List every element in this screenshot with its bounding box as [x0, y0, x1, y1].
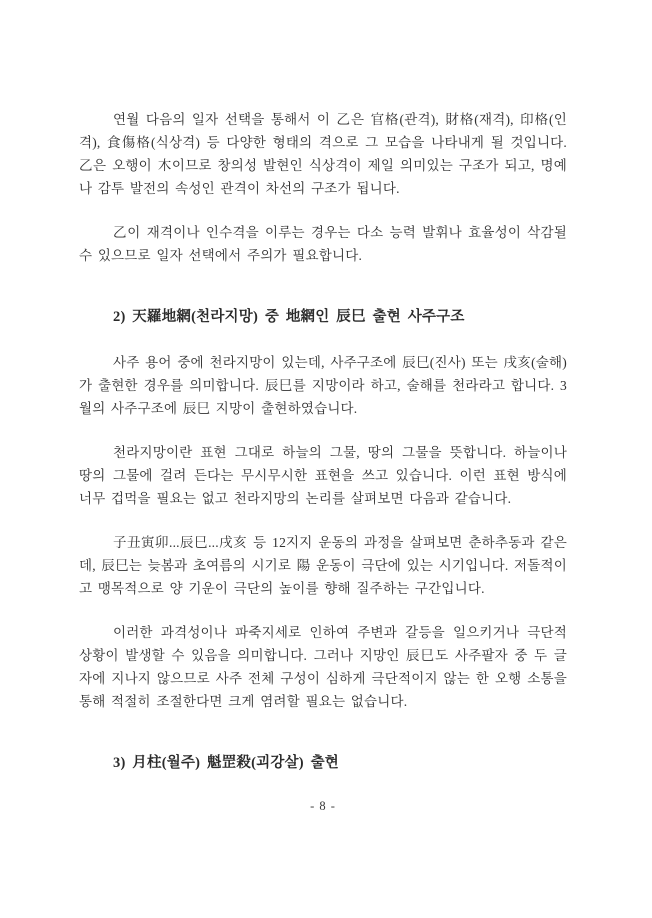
section-heading-3-goegangsal: 3) 月柱(월주) 魁罡殺(괴강살) 출현: [113, 755, 340, 771]
page-number: - 8 -: [310, 799, 336, 813]
section-heading-2-cheonrajimang: 2) 天羅地網(천라지망) 중 地網인 辰巳 출현 사주구조: [113, 309, 465, 325]
paragraph-extreme-conflict-advice: 이러한 과격성이나 파죽지세로 인하여 주변과 갈등을 일으키거나 극단적 상황이 발생할 수 있음을 의미합니다. 그러나 지망인 辰巳도 사주팔자 중 두 글자에 지나지 않으므로 사주 전체 구성이 심하게 극단적이지 않는 한 오행 소통을 통해 적절히 조절한다면 크게 염려할 필요는 없습니다.: [79, 625, 567, 709]
paragraph-caution-jaegyeok-insugyeok: 乙이 재격이나 인수격을 이루는 경우는 다소 능력 발휘나 효율성이 삭감될 수 있으므로 일자 선택에서 주의가 필요합니다.: [79, 225, 567, 263]
page-content: [79, 108, 567, 797]
paragraph-cheonrajimang-definition: 사주 용어 중에 천라지망이 있는데, 사주구조에 辰巳(진사) 또는 戌亥(술해)가 출현한 경우를 의미합니다. 辰巳를 지망이라 하고, 술해를 천라라고 합니다. 3월의 사주구조에 辰巳 지망이 출현하였습니다.: [79, 355, 567, 416]
paragraph-12-jiji-movement: 子丑寅卯...辰巳...戌亥 등 12지지 운동의 과정을 살펴보면 춘하추동과 같은데, 辰巳는 늦봄과 초여름의 시기로 陽 운동이 극단에 있는 시기입니다. 저돌적이고 맹목적으로 양 기운이 극단의 높이를 향해 질주하는 구간입니다.: [79, 535, 567, 596]
paragraph-day-selection-gyeok: 연월 다음의 일자 선택을 통해서 이 乙은 官格(관격), 財格(재격), 印格(인격), 食傷格(식상격) 등 다양한 형태의 격으로 그 모습을 나타내게 될 것입니다. 乙은 오행이 木이므로 창의성 발현인 식상격이 제일 의미있는 구조가 되고, 명예나 감투 발전의 속성인 관격이 차선의 구조가 됩니다.: [79, 112, 567, 196]
paragraph-net-of-heaven-earth: 천라지망이란 표현 그대로 하늘의 그물, 땅의 그물을 뜻합니다. 하늘이나 땅의 그물에 걸려 든다는 무시무시한 표현을 쓰고 있습니다. 이런 표현 방식에 너무 겁먹을 필요는 없고 천라지망의 논리를 살펴보면 다음과 같습니다.: [79, 445, 567, 506]
